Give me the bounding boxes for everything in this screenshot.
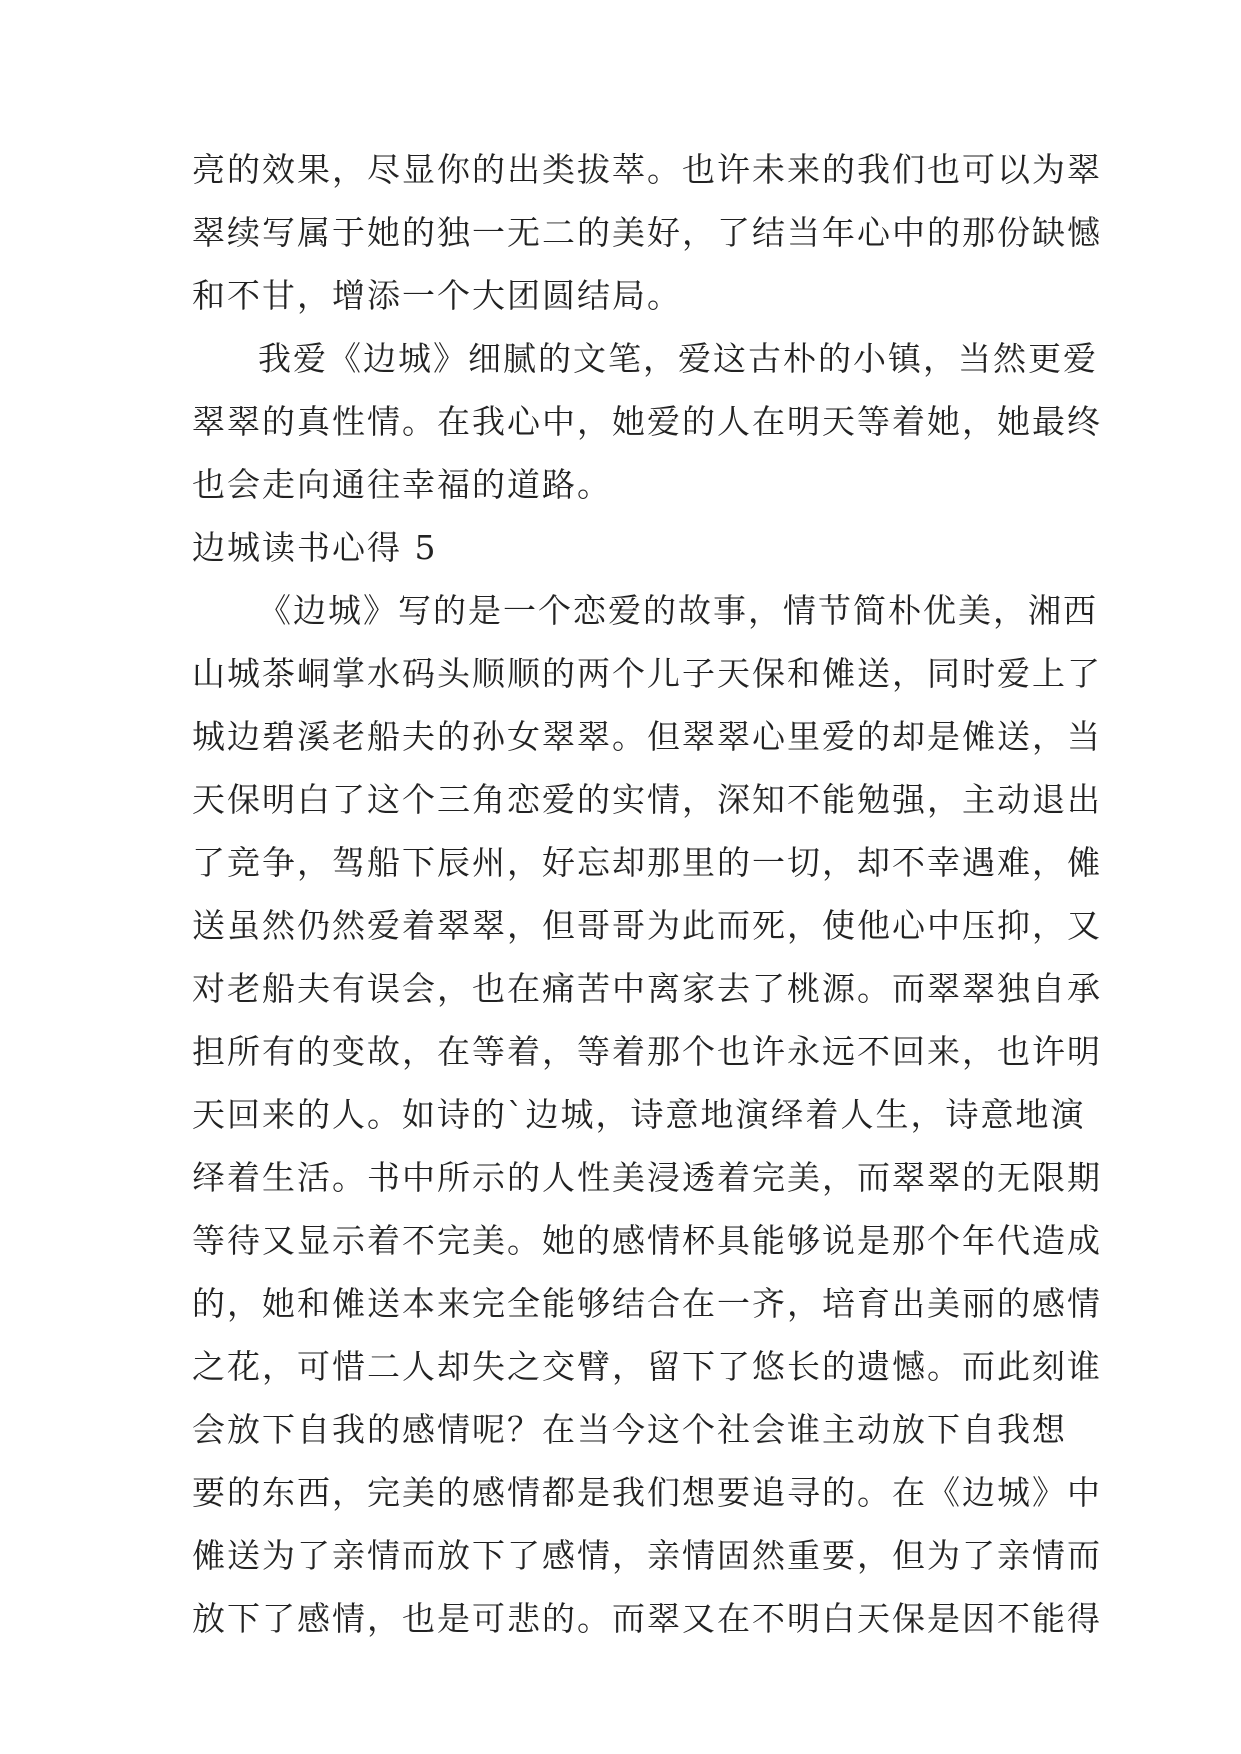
text-line: 天保明白了这个三角恋爱的实情，深知不能勉强，主动退出 <box>192 780 1102 819</box>
paragraph <box>192 327 1102 516</box>
document-body <box>192 138 1102 1650</box>
paragraph-continuation <box>192 138 1102 327</box>
text-line: 亮的效果，尽显你的出类拔萃。也许未来的我们也可以为翠 <box>192 150 1102 189</box>
text-line: 送虽然仍然爱着翠翠，但哥哥为此而死，使他心中压抑，又 <box>192 906 1102 945</box>
text-line: 天回来的人。如诗的`边城，诗意地演绎着人生，诗意地演 <box>192 1095 1086 1134</box>
text-line: 之花，可惜二人却失之交臂，留下了悠长的遗憾。而此刻谁 <box>192 1347 1102 1386</box>
text-line: 放下了感情，也是可悲的。而翠又在不明白天保是因不能得 <box>192 1599 1102 1638</box>
text-line: 对老船夫有误会，也在痛苦中离家去了桃源。而翠翠独自承 <box>192 969 1102 1008</box>
text-line: 也会走向通往幸福的道路。 <box>192 465 612 504</box>
text-line: 傩送为了亲情而放下了感情，亲情固然重要，但为了亲情而 <box>192 1536 1102 1575</box>
text-line: 我爱《边城》细腻的文笔，爱这古朴的小镇，当然更爱 <box>258 339 1098 378</box>
text-line: 翠续写属于她的独一无二的美好，了结当年心中的那份缺憾 <box>192 213 1102 252</box>
text-line: 的，她和傩送本来完全能够结合在一齐，培育出美丽的感情 <box>192 1284 1102 1323</box>
text-line: 担所有的变故，在等着，等着那个也许永远不回来，也许明 <box>192 1032 1102 1071</box>
paragraph <box>192 579 1102 1650</box>
text-line: 山城茶峒掌水码头顺顺的两个儿子天保和傩送，同时爱上了 <box>192 654 1102 693</box>
text-line: 了竞争，驾船下辰州，好忘却那里的一切，却不幸遇难，傩 <box>192 843 1102 882</box>
section-heading: 边城读书心得 5 <box>192 528 438 567</box>
text-line: 要的东西，完美的感情都是我们想要追寻的。在《边城》中 <box>192 1473 1102 1512</box>
text-line: 翠翠的真性情。在我心中，她爱的人在明天等着她，她最终 <box>192 402 1102 441</box>
text-line: 会放下自我的感情呢？在当今这个社会谁主动放下自我想 <box>192 1410 1067 1449</box>
text-line: 绎着生活。书中所示的人性美浸透着完美，而翠翠的无限期 <box>192 1158 1102 1197</box>
text-line: 城边碧溪老船夫的孙女翠翠。但翠翠心里爱的却是傩送，当 <box>192 717 1102 756</box>
text-line: 等待又显示着不完美。她的感情杯具能够说是那个年代造成 <box>192 1221 1102 1260</box>
text-line: 和不甘，增添一个大团圆结局。 <box>192 276 682 315</box>
text-line: 《边城》写的是一个恋爱的故事，情节简朴优美，湘西 <box>258 591 1098 630</box>
